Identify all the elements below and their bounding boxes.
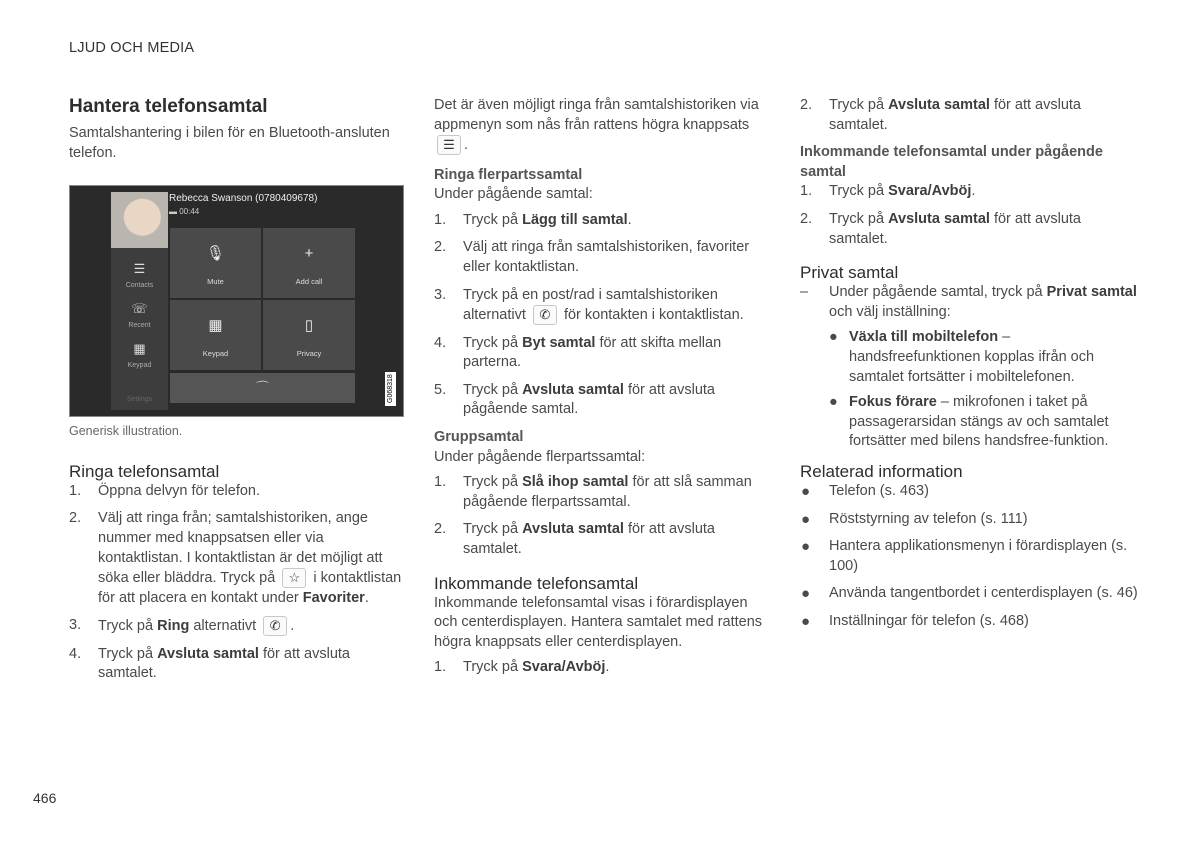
heading-group-call: Gruppsamtal <box>434 428 524 445</box>
related-link[interactable]: ● Använda tangentbordet i centerdisplayen (s. 46) <box>801 585 1138 603</box>
page-title: Hantera telefonsamtal <box>69 96 268 117</box>
contacts-icon: ☰ <box>133 261 146 277</box>
keypad-label: Keypad <box>127 362 152 370</box>
microphone-icon: 🎙 <box>205 245 226 263</box>
related-link[interactable]: ● Hantera applikationsmenyn i förardisplayen (s. 100) <box>801 538 1128 574</box>
sidebar-contacts <box>111 262 168 296</box>
section-title-call: Ringa telefonsamtal <box>69 461 220 481</box>
sidebar-recent <box>111 302 168 336</box>
related-link[interactable]: ● Telefon (s. 463) <box>801 482 929 500</box>
list-item: 1. Öppna delvyn för telefon. <box>69 482 261 499</box>
tile-keypad <box>170 300 261 370</box>
call-timer-value: 00:44 <box>179 207 200 217</box>
tile-add-call <box>263 228 355 298</box>
list-item: 5. Tryck på Avsluta samtal för att avsluta pågående samtal. <box>434 381 715 418</box>
list-item: 1. Tryck på Slå ihop samtal för att slå samman pågående flerpartssamtal. <box>434 474 752 510</box>
group-intro: Under pågående flerpartssamtal: <box>434 448 646 465</box>
caller-avatar <box>111 192 168 248</box>
hang-up-icon: ⌒ <box>255 380 269 396</box>
heading-related: Relaterad information <box>800 461 963 481</box>
incoming-text: Inkommande telefonsamtal visas i förardisplayen och centerdisplayen. Hantera samtalet med rattens högra knappsats eller centerdisplayen. <box>434 594 763 650</box>
mute-label: Mute <box>207 276 224 286</box>
tile-privacy <box>263 300 355 370</box>
multiparty-intro: Under pågående samtal: <box>434 186 593 203</box>
list-item: 4. Tryck på Byt samtal för att skifta mellan parterna. <box>434 334 722 371</box>
call-header <box>169 192 317 218</box>
battery-icon: ▬ <box>169 207 180 217</box>
recent-label: Recent <box>128 322 151 330</box>
phone-icon: ✆ <box>263 616 287 636</box>
list-item: 4. Tryck på Avsluta samtal för att avsluta samtalet. <box>69 645 350 682</box>
column-3 <box>800 96 1140 639</box>
phone-icon: ✆ <box>533 305 557 325</box>
list-item: – Under pågående samtal, tryck på Privat samtal och välj inställning: ● Växla till mobiltelefon – handsfreefunktionen kopplas ifrån och samtalet fortsätter i mobiltelefonen. ● Fokus förare – mikrofonen i taket på passagerarsidan stängs av och samtalet fortsätter med bilens handsfree-funktion. <box>800 283 1140 452</box>
settings-label: Settings <box>126 396 153 404</box>
heading-incoming-during: Inkommande telefonsamtal under pågående samtal <box>800 144 1103 180</box>
intro-text: Samtalshantering i bilen för en Bluetooth-ansluten telefon. <box>69 125 390 161</box>
mobile-phone-icon: ▯ <box>304 317 314 335</box>
appmenu-text: Det är även möjligt ringa från samtalshistoriken via appmenyn som nås från rattens högra knappsats ☰ . <box>434 96 774 156</box>
list-item: 2. Välj att ringa från; samtalshistoriken, ange nummer med knappsatsen eller via kontaktlistan. I kontaktlistan är det möjligt att söka eller bläddra. Tryck på ☆ i kontaktlistan för att placera en kontakt under Favoriter. <box>69 510 402 606</box>
heading-private: Privat samtal <box>800 263 899 283</box>
related-link[interactable]: ● Röststyrning av telefon (s. 111) <box>801 510 1028 528</box>
sub-list-item: ● Växla till mobiltelefon – handsfreefunktionen kopplas ifrån och samtalet fortsätter i mobiltelefonen. <box>829 329 1095 385</box>
list-item: 2. Tryck på Avsluta samtal för att avsluta samtalet. <box>434 521 715 557</box>
phone-sidebar <box>111 192 168 410</box>
list-item: 2. Tryck på Avsluta samtal för att avsluta samtalet. <box>800 97 1081 133</box>
page-number: 466 <box>33 790 57 806</box>
contacts-label: Contacts <box>125 282 154 290</box>
sidebar-settings <box>111 390 168 410</box>
call-timer <box>169 207 199 216</box>
keypad-tile-label: Keypad <box>202 348 229 358</box>
privacy-label: Privacy <box>296 348 322 358</box>
star-icon: ☆ <box>282 568 306 588</box>
heading-incoming: Inkommande telefonsamtal <box>434 573 639 593</box>
list-item: 3. Tryck på Ring alternativt ✆ . <box>69 616 404 636</box>
tile-mute <box>170 228 261 298</box>
column-1 <box>69 96 404 692</box>
list-item: 1. Tryck på Svara/Avböj. <box>434 659 610 676</box>
figure-code: G068318 <box>385 372 396 406</box>
recent-calls-icon: ☏ <box>131 301 148 317</box>
list-item: 2. Välj att ringa från samtalshistoriken, favoriter eller kontaktlistan. <box>434 239 750 275</box>
center-display-illustration <box>69 185 404 417</box>
list-item: 2. Tryck på Avsluta samtal för att avsluta samtalet. <box>800 210 1081 247</box>
heading-multiparty: Ringa flerpartssamtal <box>434 166 583 183</box>
keypad-icon: ▦ <box>208 317 223 335</box>
keypad-grid-icon: ▦ <box>133 341 146 357</box>
list-item: 1. Tryck på Lägg till samtal. <box>434 211 632 228</box>
app-menu-icon: ☰ <box>437 135 461 155</box>
list-item: 3. Tryck på en post/rad i samtalshistoriken alternativt ✆ för kontakten i kontaktlistan. <box>434 286 774 326</box>
sidebar-keypad <box>111 342 168 376</box>
list-item: 1. Tryck på Svara/Avböj. <box>800 183 976 200</box>
end-call-bar <box>170 373 355 403</box>
add-call-label: Add call <box>295 276 323 286</box>
caller-name: Rebecca Swanson (0780409678) <box>169 193 318 205</box>
related-link[interactable]: ● Inställningar för telefon (s. 468) <box>801 612 1029 630</box>
figure-caption: Generisk illustration. <box>69 424 183 439</box>
plus-icon: + <box>304 245 314 263</box>
page-header: LJUD OCH MEDIA <box>69 40 195 56</box>
sub-list-item: ● Fokus förare – mikrofonen i taket på passagerarsidan stängs av och samtalet fortsätter med bilens handsfree-funktion. <box>829 394 1109 450</box>
column-2 <box>434 96 774 686</box>
